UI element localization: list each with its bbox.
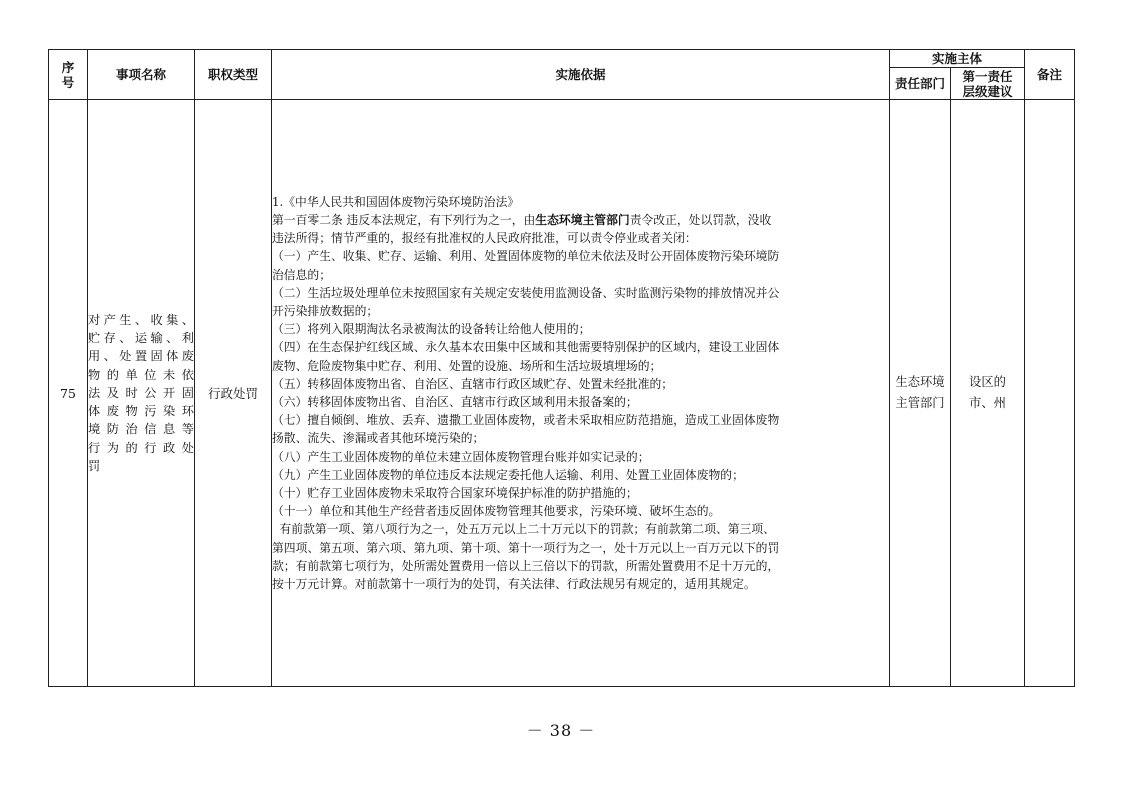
- basis-line: （五）转移固体废物出省、自治区、直辖市行政区域贮存、处置未经批准的；: [272, 376, 674, 391]
- basis-line: 款；有前款第七项行为，处所需处置费用一倍以上三倍以下的罚款，所需处置费用不足十万元的，: [272, 558, 780, 573]
- basis-line: 扬散、流失、渗漏或者其他环境污染的；: [272, 431, 485, 446]
- item-name-line: 用、处置固体废: [88, 349, 194, 364]
- basis-line: （十一）单位和其他生产经营者违反固体废物管理其他要求，污染环境、破坏生态的。: [272, 504, 721, 519]
- basis-line: 治信息的；: [272, 267, 331, 282]
- matters-table: [48, 49, 1075, 687]
- basis-line: （九）产生工业固体废物的单位违反本法规定委托他人运输、利用、处置工业固体废物的；: [272, 467, 744, 482]
- header-seq-line1: 序: [61, 59, 75, 75]
- row-power-type: 行政处罚: [195, 100, 272, 687]
- basis-line: 按十万元计算。对前款第十一项行为的处罚，有关法律、行政法规另有规定的，适用其规定。: [272, 577, 756, 592]
- level-line: 设区的: [969, 375, 1006, 389]
- basis-line: （六）转移固体废物出省、自治区、直辖市行政区域利用未报备案的；: [272, 395, 638, 409]
- dept-line: 生态环境: [895, 375, 945, 389]
- article-first-line: [272, 211, 889, 229]
- item-name-line: 行为的行政处: [88, 440, 194, 455]
- basis-line: 有前款第一项、第八项行为之一，处五万元以上二十万元以下的罚款；有前款第二项、第三项、: [272, 522, 775, 537]
- page-number: － 38 －: [526, 721, 596, 740]
- row-item-name: [88, 100, 195, 687]
- basis-line: （四）在生态保护红线区域、永久基本农田集中区域和其他需要特别保护的区域内，建设工业固体: [272, 340, 780, 355]
- basis-line: （三）将列入限期淘汰名录被淘汰的设备转让给他人使用的；: [272, 322, 591, 337]
- header-remark: 备注: [1025, 50, 1075, 100]
- article-text: 责令改正，处以罚款，没收: [629, 212, 772, 227]
- basis-line: （十）贮存工业固体废物未采取符合国家环境保护标准的防护措施的；: [272, 486, 638, 501]
- row-dept: [890, 100, 951, 687]
- level-line: 市、州: [969, 396, 1006, 410]
- basis-line: （一）产生、收集、贮存、运输、利用、处置固体废物的单位未依法及时公开固体废物污染环境防: [272, 249, 780, 264]
- basis-line: （七）擅自倾倒、堆放、丢弃、遗撒工业固体废物，或者未采取相应防范措施，造成工业固体废物: [272, 413, 780, 428]
- header-seq-line2: 号: [61, 74, 75, 90]
- header-item-name: 事项名称: [88, 50, 195, 100]
- header-level-line2: 层级建议: [962, 83, 1013, 99]
- article-bold-text: 生态环境主管部门: [535, 212, 630, 227]
- item-name-line: 贮存、运输、利: [88, 331, 194, 346]
- basis-line: （八）产生工业固体废物的单位未建立固体废物管理台账并如实记录的；: [272, 449, 650, 464]
- header-dept: 责任部门: [890, 68, 951, 100]
- header-basis: 实施依据: [272, 50, 890, 100]
- basis-line: 废物、危险废物集中贮存、利用、处置的设施、场所和生活垃圾填埋场的；: [272, 358, 662, 373]
- item-name-line: 对产生、收集、: [88, 313, 194, 328]
- header-level: [951, 68, 1025, 100]
- table-row: [49, 100, 1075, 687]
- basis-line: 开污染排放数据的；: [272, 303, 379, 318]
- header-power-type: 职权类型: [195, 50, 272, 100]
- item-name-line: 罚: [88, 458, 101, 473]
- row-basis: [272, 100, 890, 687]
- header-subject: 实施主体: [890, 50, 1025, 68]
- basis-line: （二）生活垃圾处理单位未按照国家有关规定安装使用监测设备、实时监测污染物的排放情况并公: [272, 285, 780, 300]
- law-title: 1.《中华人民共和国固体废物污染环境防治法》: [272, 194, 520, 209]
- row-level: [951, 100, 1025, 687]
- basis-line: 第四项、第五项、第六项、第九项、第十项、第十一项行为之一，处十万元以上一百万元以下的罚: [272, 540, 780, 555]
- header-seq: [49, 50, 88, 100]
- basis-line: 违法所得；情节严重的，报经有批准权的人民政府批准，可以责令停业或者关闭：: [272, 231, 697, 246]
- item-name-line: 物的单位未依: [88, 367, 194, 382]
- dept-line: 主管部门: [895, 396, 945, 410]
- header-level-line1: 第一责任: [962, 68, 1013, 84]
- row-seq: 75: [49, 100, 88, 687]
- article-text: 第一百零二条 违反本法规定，有下列行为之一，由: [272, 212, 536, 227]
- item-name-line: 法及时公开固: [88, 385, 194, 400]
- row-remark: [1025, 100, 1075, 687]
- item-name-line: 体废物污染环: [88, 404, 194, 419]
- item-name-line: 境防治信息等: [88, 422, 194, 437]
